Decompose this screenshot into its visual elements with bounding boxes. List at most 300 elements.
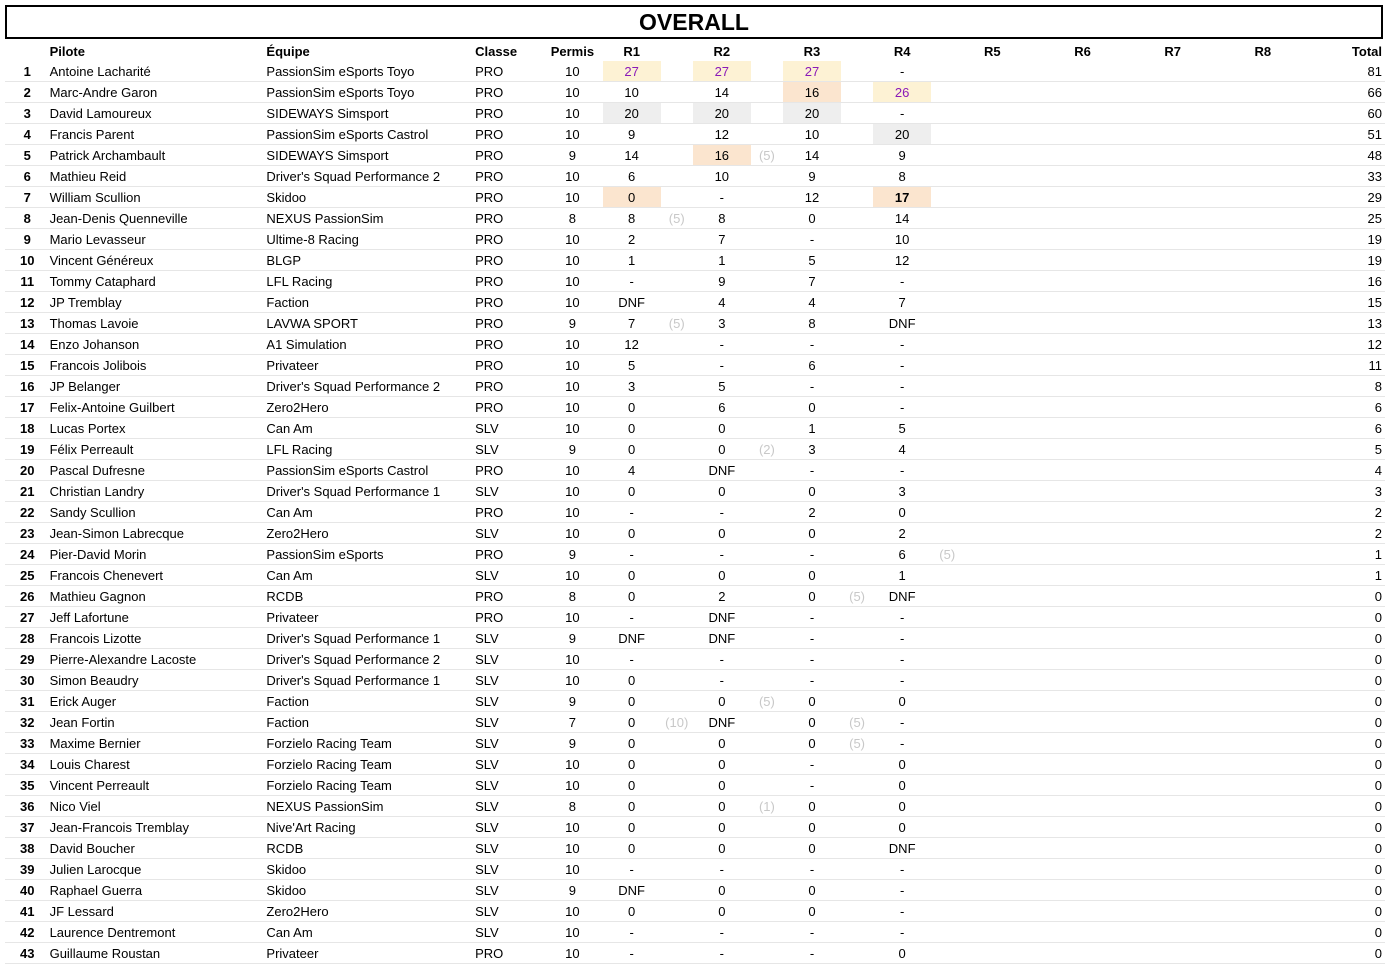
license-points: 10 bbox=[542, 103, 603, 124]
license-points: 10 bbox=[542, 271, 603, 292]
total-points: 48 bbox=[1300, 145, 1385, 166]
class: SLV bbox=[475, 796, 542, 817]
round-2-points: 1 bbox=[693, 250, 751, 271]
position: 26 bbox=[5, 586, 50, 607]
round-8-points bbox=[1234, 439, 1292, 460]
total-points: 3 bbox=[1300, 481, 1385, 502]
license-points: 9 bbox=[542, 628, 603, 649]
driver-name: Patrick Archambault bbox=[50, 145, 267, 166]
round-4-points: 17 bbox=[873, 187, 931, 208]
round-2-points: - bbox=[693, 943, 751, 964]
round-7-points bbox=[1144, 334, 1202, 355]
driver-name: Enzo Johanson bbox=[50, 334, 267, 355]
round-7-points bbox=[1144, 901, 1202, 922]
round-2-points: 0 bbox=[693, 817, 751, 838]
round-1-points: - bbox=[603, 607, 661, 628]
round-2-points: - bbox=[693, 544, 751, 565]
position: 17 bbox=[5, 397, 50, 418]
class: PRO bbox=[475, 61, 542, 82]
round-2-points: 0 bbox=[693, 418, 751, 439]
total-points: 0 bbox=[1300, 586, 1385, 607]
total-points: 66 bbox=[1300, 82, 1385, 103]
total-points: 8 bbox=[1300, 376, 1385, 397]
round-4-points: 0 bbox=[873, 691, 931, 712]
round-8-points bbox=[1234, 922, 1292, 943]
round-5-points bbox=[963, 82, 1021, 103]
team-name: Ultime-8 Racing bbox=[266, 229, 475, 250]
license-points: 10 bbox=[542, 124, 603, 145]
round-5-points bbox=[963, 397, 1021, 418]
driver-name: JP Belanger bbox=[50, 376, 267, 397]
round-1-points: 12 bbox=[603, 334, 661, 355]
total-points: 0 bbox=[1300, 838, 1385, 859]
position: 21 bbox=[5, 481, 50, 502]
round-3-points: 16 bbox=[783, 82, 841, 103]
license-points: 9 bbox=[542, 145, 603, 166]
driver-name: Francois Chenevert bbox=[50, 565, 267, 586]
team-name: PassionSim eSports bbox=[266, 544, 475, 565]
team-name: NEXUS PassionSim bbox=[266, 796, 475, 817]
round-6-points bbox=[1054, 124, 1112, 145]
round-7-points bbox=[1144, 355, 1202, 376]
header-r4: R4 bbox=[893, 43, 911, 59]
round-2-points: DNF bbox=[693, 628, 751, 649]
round-3-points: - bbox=[783, 649, 841, 670]
round-4-points: 0 bbox=[873, 775, 931, 796]
total-points: 16 bbox=[1300, 271, 1385, 292]
round-5-points bbox=[963, 502, 1021, 523]
license-points: 9 bbox=[542, 691, 603, 712]
table-row bbox=[5, 775, 1385, 796]
class: SLV bbox=[475, 649, 542, 670]
round-8-points bbox=[1234, 901, 1292, 922]
round-6-points bbox=[1054, 691, 1112, 712]
header-total: Total bbox=[1351, 43, 1382, 59]
class: PRO bbox=[475, 271, 542, 292]
round-8-points bbox=[1234, 208, 1292, 229]
round-4-points: 26 bbox=[873, 82, 931, 103]
license-points: 8 bbox=[542, 208, 603, 229]
position: 31 bbox=[5, 691, 50, 712]
round-8-points bbox=[1234, 481, 1292, 502]
round-8-points bbox=[1234, 187, 1292, 208]
driver-name: William Scullion bbox=[50, 187, 267, 208]
round-1-points: 0 bbox=[603, 817, 661, 838]
round-3-points: 0 bbox=[783, 586, 841, 607]
license-points: 10 bbox=[542, 838, 603, 859]
round-4-points: - bbox=[873, 712, 931, 733]
round-1-points: 0 bbox=[603, 775, 661, 796]
class: PRO bbox=[475, 166, 542, 187]
round-5-points bbox=[963, 355, 1021, 376]
round-7-points bbox=[1144, 166, 1202, 187]
team-name: Driver's Squad Performance 2 bbox=[266, 166, 475, 187]
driver-name: Raphael Guerra bbox=[50, 880, 267, 901]
round-4-points: DNF bbox=[873, 313, 931, 334]
round-8-points bbox=[1234, 565, 1292, 586]
round-5-points bbox=[963, 166, 1021, 187]
round-8-points bbox=[1234, 586, 1292, 607]
round-1-penalty: (5) bbox=[661, 313, 693, 334]
class: PRO bbox=[475, 82, 542, 103]
table-row bbox=[5, 334, 1385, 355]
round-3-points: 0 bbox=[783, 481, 841, 502]
class: PRO bbox=[475, 334, 542, 355]
license-points: 10 bbox=[542, 523, 603, 544]
class: PRO bbox=[475, 502, 542, 523]
round-2-penalty: (5) bbox=[751, 691, 783, 712]
class: PRO bbox=[475, 208, 542, 229]
round-6-points bbox=[1054, 859, 1112, 880]
round-8-points bbox=[1234, 82, 1292, 103]
driver-name: JP Tremblay bbox=[50, 292, 267, 313]
team-name: Faction bbox=[266, 292, 475, 313]
round-1-points: 0 bbox=[603, 565, 661, 586]
table-row bbox=[5, 292, 1385, 313]
driver-name: Laurence Dentremont bbox=[50, 922, 267, 943]
round-2-points: DNF bbox=[693, 460, 751, 481]
driver-name: JF Lessard bbox=[50, 901, 267, 922]
round-5-points bbox=[963, 271, 1021, 292]
table-row bbox=[5, 355, 1385, 376]
round-2-points: 4 bbox=[693, 292, 751, 313]
table-row bbox=[5, 229, 1385, 250]
position: 8 bbox=[5, 208, 50, 229]
header-r7: R7 bbox=[1164, 43, 1181, 59]
round-5-points bbox=[963, 628, 1021, 649]
license-points: 10 bbox=[542, 481, 603, 502]
round-3-points: - bbox=[783, 334, 841, 355]
table-row bbox=[5, 523, 1385, 544]
total-points: 0 bbox=[1300, 691, 1385, 712]
round-5-points bbox=[963, 187, 1021, 208]
round-8-points bbox=[1234, 124, 1292, 145]
class: SLV bbox=[475, 733, 542, 754]
round-8-points bbox=[1234, 313, 1292, 334]
license-points: 10 bbox=[542, 817, 603, 838]
round-4-points: 0 bbox=[873, 943, 931, 964]
class: SLV bbox=[475, 712, 542, 733]
round-8-points bbox=[1234, 103, 1292, 124]
round-5-points bbox=[963, 208, 1021, 229]
total-points: 0 bbox=[1300, 901, 1385, 922]
round-2-points: 0 bbox=[693, 439, 751, 460]
round-2-points: 27 bbox=[693, 61, 751, 82]
total-points: 0 bbox=[1300, 712, 1385, 733]
round-7-points bbox=[1144, 712, 1202, 733]
round-4-points: 4 bbox=[873, 439, 931, 460]
driver-name: Erick Auger bbox=[50, 691, 267, 712]
driver-name: David Boucher bbox=[50, 838, 267, 859]
header-permis: Permis bbox=[550, 43, 595, 59]
driver-name: Felix-Antoine Guilbert bbox=[50, 397, 267, 418]
driver-name: Thomas Lavoie bbox=[50, 313, 267, 334]
table-row bbox=[5, 61, 1385, 82]
table-row bbox=[5, 586, 1385, 607]
round-5-points bbox=[963, 586, 1021, 607]
round-1-points: 5 bbox=[603, 355, 661, 376]
team-name: Can Am bbox=[266, 565, 475, 586]
header-r6: R6 bbox=[1074, 43, 1091, 59]
license-points: 10 bbox=[542, 670, 603, 691]
round-8-points bbox=[1234, 166, 1292, 187]
team-name: LAVWA SPORT bbox=[266, 313, 475, 334]
round-3-points: 0 bbox=[783, 733, 841, 754]
round-5-points bbox=[963, 544, 1021, 565]
table-row bbox=[5, 250, 1385, 271]
round-6-points bbox=[1054, 145, 1112, 166]
position: 39 bbox=[5, 859, 50, 880]
class: PRO bbox=[475, 250, 542, 271]
round-3-points: 3 bbox=[783, 439, 841, 460]
driver-name: Louis Charest bbox=[50, 754, 267, 775]
round-4-points: - bbox=[873, 670, 931, 691]
license-points: 10 bbox=[542, 649, 603, 670]
round-3-points: 0 bbox=[783, 397, 841, 418]
round-3-points: - bbox=[783, 544, 841, 565]
round-4-points: - bbox=[873, 607, 931, 628]
round-8-points bbox=[1234, 691, 1292, 712]
round-2-points: 0 bbox=[693, 523, 751, 544]
class: PRO bbox=[475, 376, 542, 397]
total-points: 51 bbox=[1300, 124, 1385, 145]
table-row bbox=[5, 733, 1385, 754]
team-name: RCDB bbox=[266, 586, 475, 607]
round-2-points: 16 bbox=[693, 145, 751, 166]
position: 12 bbox=[5, 292, 50, 313]
round-7-points bbox=[1144, 754, 1202, 775]
team-name: Forzielo Racing Team bbox=[266, 733, 475, 754]
table-row bbox=[5, 691, 1385, 712]
round-7-points bbox=[1144, 61, 1202, 82]
class: PRO bbox=[475, 586, 542, 607]
round-6-points bbox=[1054, 733, 1112, 754]
total-points: 0 bbox=[1300, 649, 1385, 670]
round-1-points: 0 bbox=[603, 397, 661, 418]
round-3-points: 20 bbox=[783, 103, 841, 124]
round-8-points bbox=[1234, 754, 1292, 775]
table-row bbox=[5, 502, 1385, 523]
round-2-points: - bbox=[693, 187, 751, 208]
class: PRO bbox=[475, 124, 542, 145]
team-name: PassionSim eSports Castrol bbox=[266, 124, 475, 145]
round-2-penalty: (2) bbox=[751, 439, 783, 460]
total-points: 13 bbox=[1300, 313, 1385, 334]
round-6-points bbox=[1054, 754, 1112, 775]
round-3-points: 7 bbox=[783, 271, 841, 292]
round-3-points: 0 bbox=[783, 796, 841, 817]
round-7-points bbox=[1144, 103, 1202, 124]
round-6-points bbox=[1054, 334, 1112, 355]
round-8-points bbox=[1234, 670, 1292, 691]
position: 42 bbox=[5, 922, 50, 943]
round-7-points bbox=[1144, 271, 1202, 292]
team-name: Skidoo bbox=[266, 187, 475, 208]
round-2-points: - bbox=[693, 922, 751, 943]
round-2-points: 0 bbox=[693, 754, 751, 775]
position: 13 bbox=[5, 313, 50, 334]
round-2-penalty: (5) bbox=[751, 145, 783, 166]
round-5-points bbox=[963, 691, 1021, 712]
table-row bbox=[5, 166, 1385, 187]
round-8-points bbox=[1234, 880, 1292, 901]
driver-name: Lucas Portex bbox=[50, 418, 267, 439]
round-8-points bbox=[1234, 250, 1292, 271]
round-5-points bbox=[963, 859, 1021, 880]
driver-name: Francis Parent bbox=[50, 124, 267, 145]
table-row bbox=[5, 376, 1385, 397]
round-1-points: 6 bbox=[603, 166, 661, 187]
driver-name: Félix Perreault bbox=[50, 439, 267, 460]
round-7-points bbox=[1144, 607, 1202, 628]
class: SLV bbox=[475, 523, 542, 544]
round-7-points bbox=[1144, 82, 1202, 103]
class: PRO bbox=[475, 229, 542, 250]
table-row bbox=[5, 82, 1385, 103]
round-3-points: - bbox=[783, 859, 841, 880]
round-7-points bbox=[1144, 838, 1202, 859]
license-points: 10 bbox=[542, 607, 603, 628]
team-name: SIDEWAYS Simsport bbox=[266, 103, 475, 124]
driver-name: Mathieu Reid bbox=[50, 166, 267, 187]
round-3-points: 5 bbox=[783, 250, 841, 271]
team-name: Forzielo Racing Team bbox=[266, 754, 475, 775]
round-4-points: - bbox=[873, 355, 931, 376]
round-3-points: 2 bbox=[783, 502, 841, 523]
team-name: Driver's Squad Performance 2 bbox=[266, 376, 475, 397]
round-5-points bbox=[963, 607, 1021, 628]
team-name: Driver's Squad Performance 2 bbox=[266, 649, 475, 670]
team-name: Privateer bbox=[266, 943, 475, 964]
round-5-points bbox=[963, 838, 1021, 859]
round-6-points bbox=[1054, 355, 1112, 376]
round-8-points bbox=[1234, 838, 1292, 859]
round-7-points bbox=[1144, 502, 1202, 523]
round-1-points: 0 bbox=[603, 733, 661, 754]
round-3-points: - bbox=[783, 628, 841, 649]
table-row bbox=[5, 943, 1385, 964]
round-3-points: - bbox=[783, 376, 841, 397]
round-2-points: 12 bbox=[693, 124, 751, 145]
total-points: 11 bbox=[1300, 355, 1385, 376]
round-1-points: 0 bbox=[603, 187, 661, 208]
round-1-points: 0 bbox=[603, 418, 661, 439]
round-4-points: 9 bbox=[873, 145, 931, 166]
round-2-points: - bbox=[693, 859, 751, 880]
round-5-points bbox=[963, 817, 1021, 838]
round-4-points: - bbox=[873, 901, 931, 922]
table-row bbox=[5, 859, 1385, 880]
round-2-points: 0 bbox=[693, 838, 751, 859]
round-5-points bbox=[963, 670, 1021, 691]
round-2-points: 2 bbox=[693, 586, 751, 607]
license-points: 9 bbox=[542, 733, 603, 754]
round-6-points bbox=[1054, 607, 1112, 628]
round-7-points bbox=[1144, 397, 1202, 418]
license-points: 10 bbox=[542, 229, 603, 250]
round-4-points: - bbox=[873, 271, 931, 292]
round-6-points bbox=[1054, 418, 1112, 439]
round-5-points bbox=[963, 943, 1021, 964]
round-2-points: 0 bbox=[693, 880, 751, 901]
round-1-points: 0 bbox=[603, 439, 661, 460]
driver-name: Jean-Denis Quenneville bbox=[50, 208, 267, 229]
round-6-points bbox=[1054, 649, 1112, 670]
position: 25 bbox=[5, 565, 50, 586]
team-name: Forzielo Racing Team bbox=[266, 775, 475, 796]
round-4-points: - bbox=[873, 397, 931, 418]
round-3-points: 9 bbox=[783, 166, 841, 187]
round-4-penalty: (5) bbox=[931, 544, 963, 565]
round-6-points bbox=[1054, 544, 1112, 565]
round-2-points: 8 bbox=[693, 208, 751, 229]
round-8-points bbox=[1234, 376, 1292, 397]
round-2-points: - bbox=[693, 502, 751, 523]
driver-name: Guillaume Roustan bbox=[50, 943, 267, 964]
license-points: 10 bbox=[542, 187, 603, 208]
position: 14 bbox=[5, 334, 50, 355]
class: SLV bbox=[475, 775, 542, 796]
round-1-points: 0 bbox=[603, 691, 661, 712]
position: 41 bbox=[5, 901, 50, 922]
round-1-points: - bbox=[603, 544, 661, 565]
round-7-points bbox=[1144, 523, 1202, 544]
position: 6 bbox=[5, 166, 50, 187]
round-5-points bbox=[963, 229, 1021, 250]
round-7-points bbox=[1144, 670, 1202, 691]
team-name: Skidoo bbox=[266, 859, 475, 880]
position: 36 bbox=[5, 796, 50, 817]
round-8-points bbox=[1234, 502, 1292, 523]
table-row bbox=[5, 124, 1385, 145]
round-5-points bbox=[963, 481, 1021, 502]
round-4-points: - bbox=[873, 649, 931, 670]
round-1-points: 9 bbox=[603, 124, 661, 145]
table-row bbox=[5, 880, 1385, 901]
round-2-points: 0 bbox=[693, 901, 751, 922]
license-points: 10 bbox=[542, 502, 603, 523]
total-points: 0 bbox=[1300, 796, 1385, 817]
round-1-points: 0 bbox=[603, 670, 661, 691]
round-6-points bbox=[1054, 460, 1112, 481]
round-8-points bbox=[1234, 544, 1292, 565]
round-1-points: DNF bbox=[603, 628, 661, 649]
driver-name: Mario Levasseur bbox=[50, 229, 267, 250]
total-points: 0 bbox=[1300, 922, 1385, 943]
class: PRO bbox=[475, 355, 542, 376]
round-2-points: 0 bbox=[693, 733, 751, 754]
total-points: 1 bbox=[1300, 565, 1385, 586]
team-name: Driver's Squad Performance 1 bbox=[266, 670, 475, 691]
round-8-points bbox=[1234, 397, 1292, 418]
round-1-points: - bbox=[603, 943, 661, 964]
round-2-points: - bbox=[693, 670, 751, 691]
round-3-points: 4 bbox=[783, 292, 841, 313]
round-4-points: 10 bbox=[873, 229, 931, 250]
round-6-points bbox=[1054, 481, 1112, 502]
class: PRO bbox=[475, 145, 542, 166]
round-4-points: 0 bbox=[873, 502, 931, 523]
round-3-points: 10 bbox=[783, 124, 841, 145]
total-points: 0 bbox=[1300, 775, 1385, 796]
round-7-points bbox=[1144, 943, 1202, 964]
team-name: NEXUS PassionSim bbox=[266, 208, 475, 229]
round-4-points: 3 bbox=[873, 481, 931, 502]
round-7-points bbox=[1144, 733, 1202, 754]
round-1-points: 20 bbox=[603, 103, 661, 124]
header-pilote: Pilote bbox=[49, 43, 85, 59]
header-r8: R8 bbox=[1254, 43, 1272, 59]
